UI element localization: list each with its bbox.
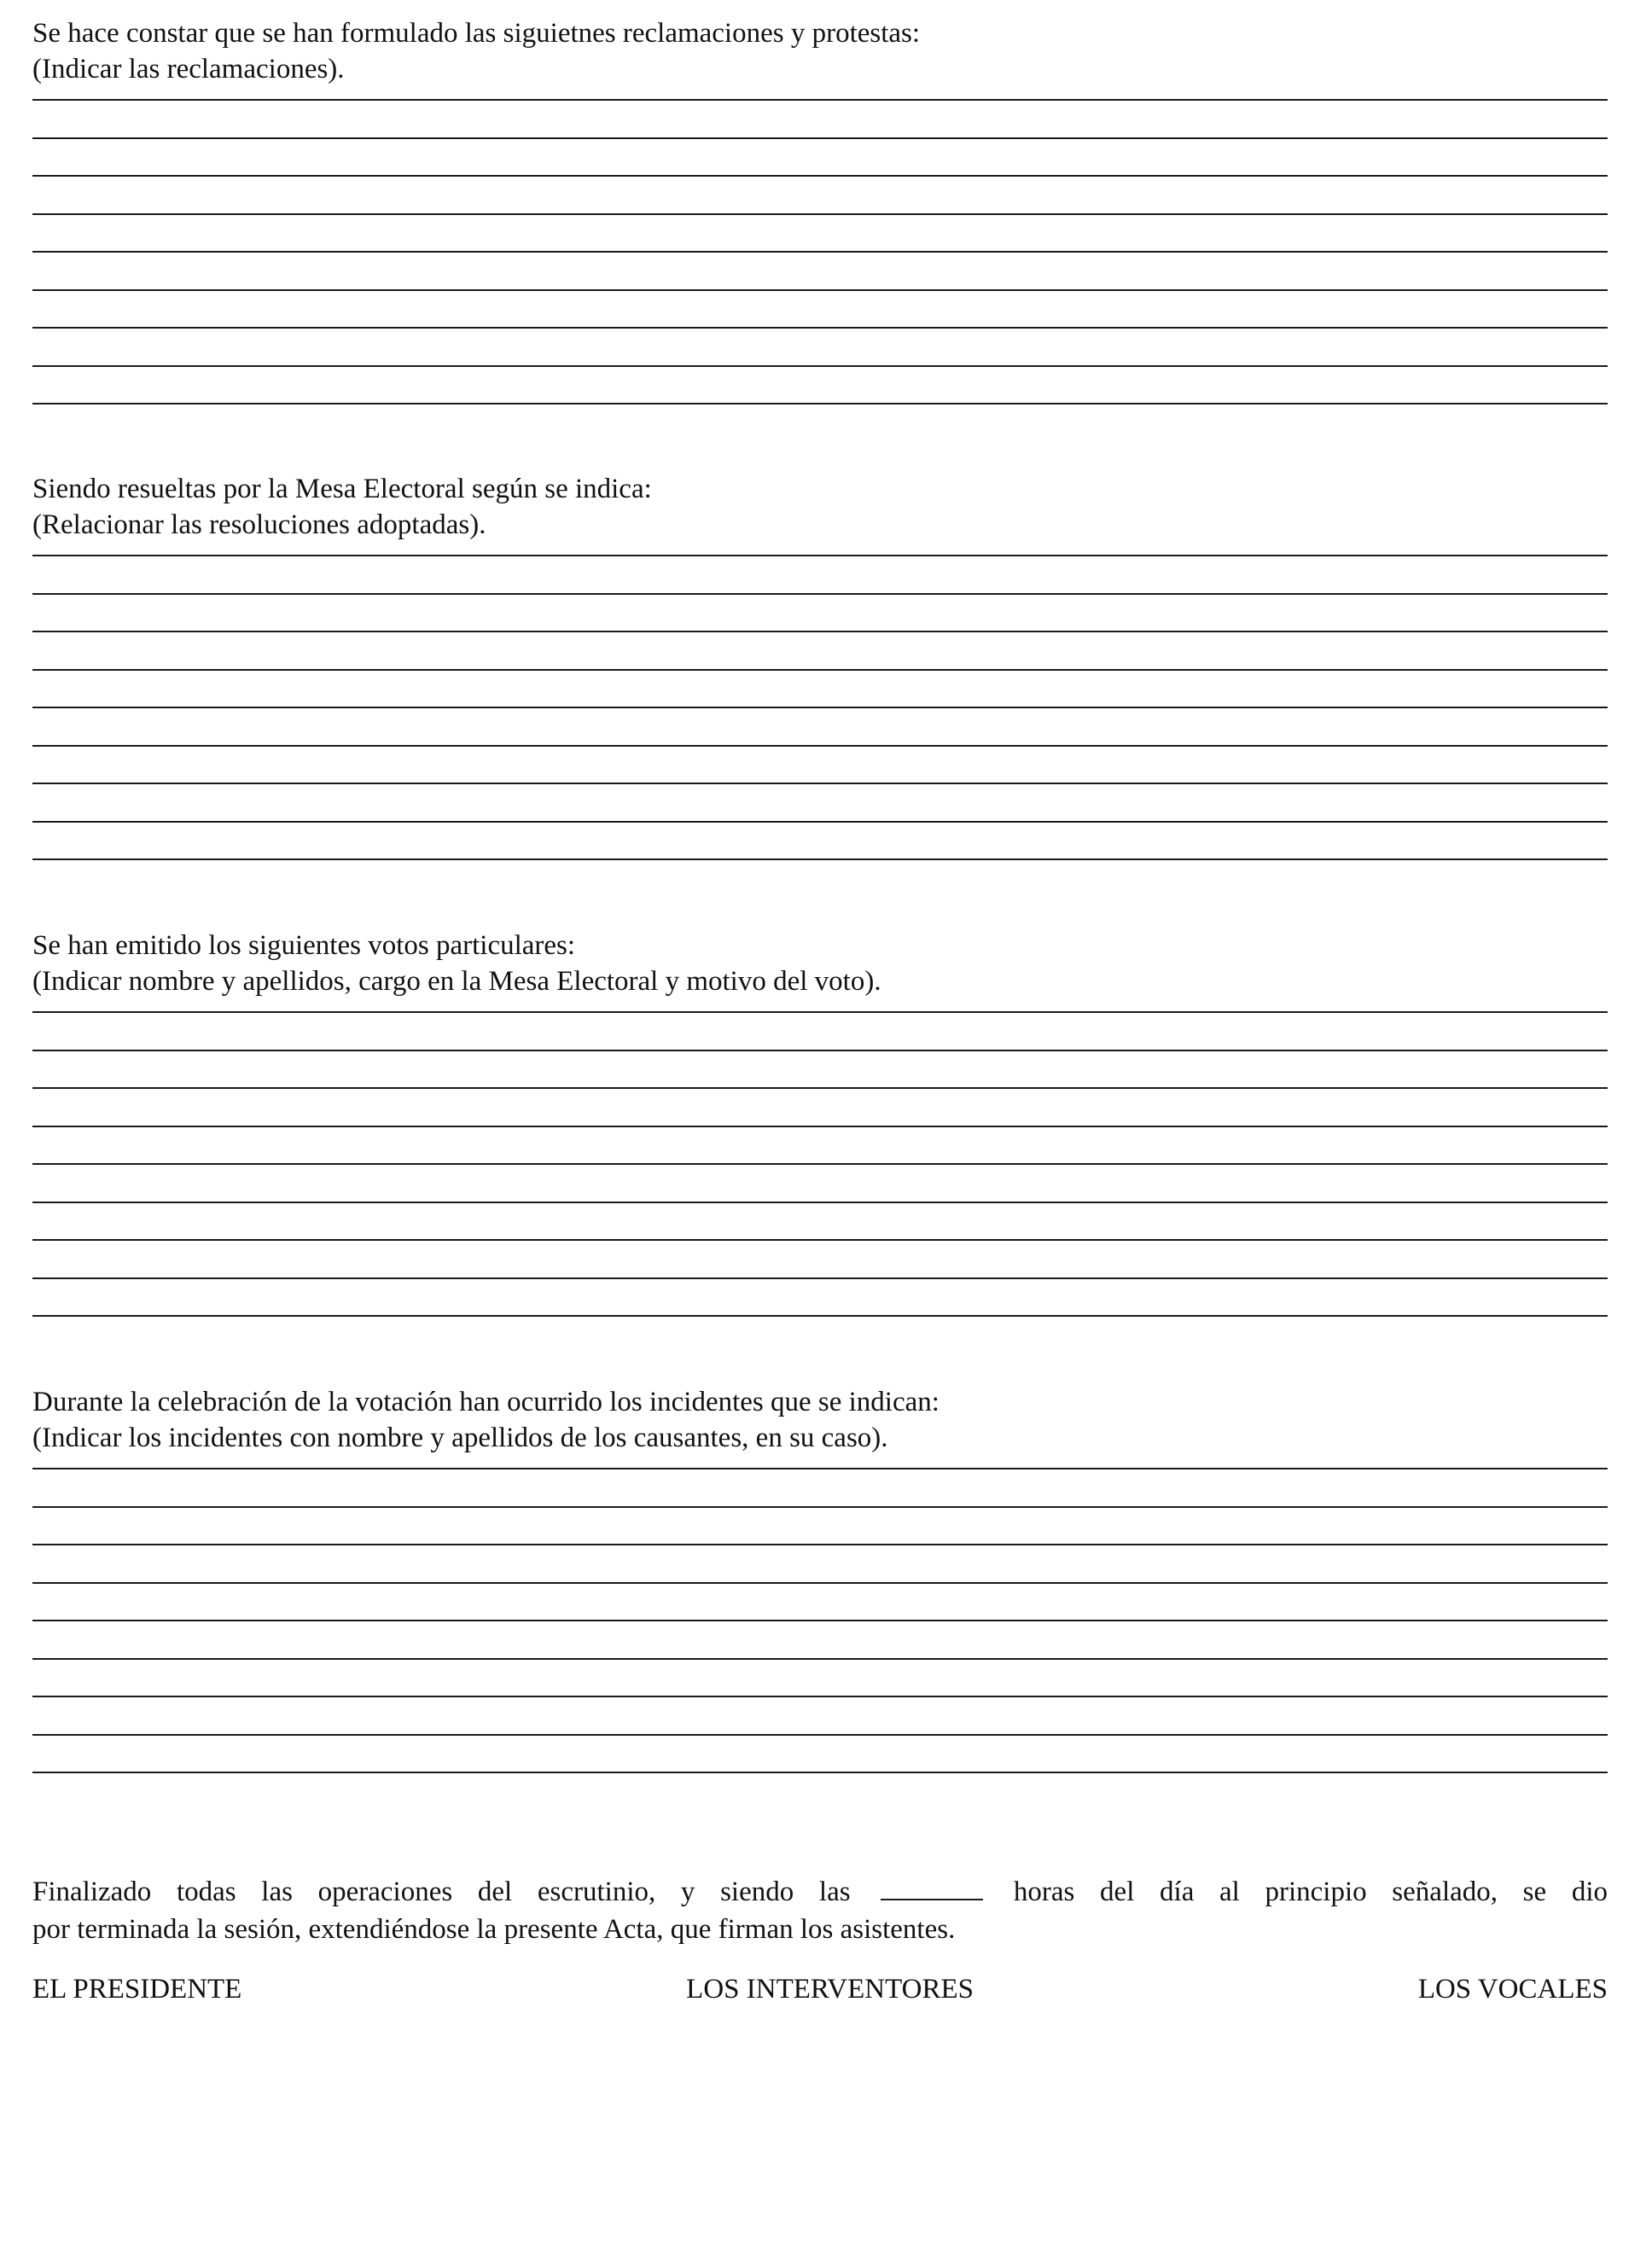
writing-line[interactable] xyxy=(32,1239,1608,1241)
signature-president-label: EL PRESIDENTE xyxy=(32,1974,242,2005)
writing-line[interactable] xyxy=(32,1582,1608,1584)
writing-line[interactable] xyxy=(32,1734,1608,1736)
closing-first-line xyxy=(32,1873,1608,1911)
writing-line[interactable] xyxy=(32,137,1608,139)
writing-line[interactable] xyxy=(32,1202,1608,1203)
writing-line[interactable] xyxy=(32,403,1608,404)
writing-line[interactable] xyxy=(32,783,1608,784)
writing-line[interactable] xyxy=(32,1468,1608,1469)
writing-line[interactable] xyxy=(32,1277,1608,1279)
writing-line[interactable] xyxy=(32,1620,1608,1621)
writing-lines xyxy=(32,1468,1608,1773)
section-reclamaciones xyxy=(32,15,1608,404)
section-heading: Durante la celebración de la votación han ocurrido los incidentes que se indican: xyxy=(32,1387,939,1417)
writing-line[interactable] xyxy=(32,745,1608,747)
signature-row xyxy=(32,1971,1608,2007)
section-votos-particulares xyxy=(32,928,1608,1317)
section-instruction: (Indicar los incidentes con nombre y apellidos de los causantes, en su caso). xyxy=(32,1423,888,1453)
writing-line[interactable] xyxy=(32,1163,1608,1165)
writing-line[interactable] xyxy=(32,175,1608,177)
writing-line[interactable] xyxy=(32,1050,1608,1051)
writing-line[interactable] xyxy=(32,213,1608,215)
hours-blank-field[interactable] xyxy=(881,1877,983,1900)
writing-line[interactable] xyxy=(32,707,1608,708)
closing-text-part1: Finalizado todas las operaciones del escrutinio, y siendo las xyxy=(32,1877,851,1907)
writing-line[interactable] xyxy=(32,99,1608,101)
section-instruction: (Indicar nombre y apellidos, cargo en la Mesa Electoral y motivo del voto). xyxy=(32,966,881,997)
closing-paragraph xyxy=(32,1873,1608,1948)
section-instruction: (Indicar las reclamaciones). xyxy=(32,54,345,84)
writing-line[interactable] xyxy=(32,555,1608,556)
writing-line[interactable] xyxy=(32,1315,1608,1317)
section-instruction: (Relacionar las resoluciones adoptadas). xyxy=(32,509,486,540)
writing-line[interactable] xyxy=(32,631,1608,632)
writing-line[interactable] xyxy=(32,858,1608,860)
writing-line[interactable] xyxy=(32,821,1608,823)
writing-line[interactable] xyxy=(32,1544,1608,1545)
signature-vocales-label: LOS VOCALES xyxy=(1417,1974,1608,2005)
writing-line[interactable] xyxy=(32,365,1608,367)
closing-text-part3: por terminada la sesión, extendiéndose la presente Acta, que firman los asistentes. xyxy=(32,1914,956,1945)
writing-line[interactable] xyxy=(32,1126,1608,1127)
section-heading: Se han emitido los siguientes votos particulares: xyxy=(32,930,576,961)
writing-line[interactable] xyxy=(32,1087,1608,1089)
writing-line[interactable] xyxy=(32,1506,1608,1508)
writing-line[interactable] xyxy=(32,1696,1608,1697)
writing-line[interactable] xyxy=(32,669,1608,671)
section-heading: Se hace constar que se han formulado las siguietnes reclamaciones y protestas: xyxy=(32,18,921,49)
writing-lines xyxy=(32,1011,1608,1317)
writing-line[interactable] xyxy=(32,251,1608,253)
writing-line[interactable] xyxy=(32,1772,1608,1773)
writing-line[interactable] xyxy=(32,1011,1608,1013)
writing-line[interactable] xyxy=(32,289,1608,291)
section-resoluciones xyxy=(32,471,1608,860)
writing-lines xyxy=(32,99,1608,404)
writing-line[interactable] xyxy=(32,1658,1608,1660)
writing-lines xyxy=(32,555,1608,860)
section-heading: Siendo resueltas por la Mesa Electoral según se indica: xyxy=(32,474,652,504)
writing-line[interactable] xyxy=(32,593,1608,595)
section-incidentes xyxy=(32,1384,1608,1773)
writing-line[interactable] xyxy=(32,327,1608,329)
closing-text-part2: horas del día al principio señalado, se dio xyxy=(1013,1877,1608,1907)
signature-interventores-label: LOS INTERVENTORES xyxy=(686,1974,974,2005)
